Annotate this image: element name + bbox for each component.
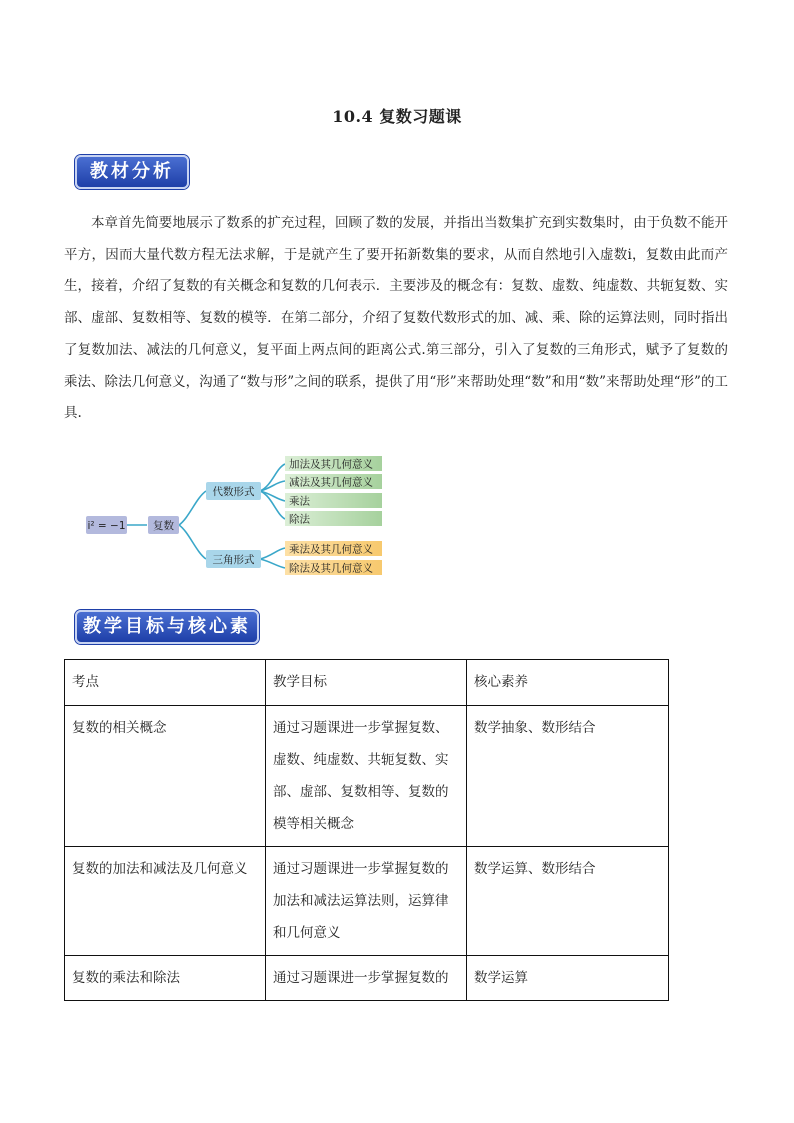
table-cell: 数学运算 xyxy=(467,956,669,1001)
table-cell: 通过习题课进一步掌握复数、虚数、纯虚数、共轭复数、实部、虚部、复数相等、复数的模等相关概念 xyxy=(266,706,467,847)
table-header-row xyxy=(65,660,669,706)
leaf-label-multiplication: 乘法 xyxy=(289,495,310,508)
table-cell: 复数的乘法和除法 xyxy=(65,956,266,1001)
table-cell: 数学抽象、数形结合 xyxy=(467,706,669,847)
mind-map-diagram xyxy=(84,448,394,583)
table-cell: 通过习题课进一步掌握复数的加法和减法运算法则，运算律和几何意义 xyxy=(266,847,467,956)
teaching-goals-table xyxy=(64,659,669,1001)
mind-map-center-node xyxy=(148,516,179,534)
leaf-label-subtraction: 减法及其几何意义 xyxy=(289,476,373,489)
leaf-node-addition xyxy=(285,456,382,471)
leaf-label-addition: 加法及其几何意义 xyxy=(289,458,373,471)
table-row xyxy=(65,706,669,847)
table-header-cell: 教学目标 xyxy=(266,660,467,706)
leaf-node-trig-multiplication xyxy=(285,541,382,556)
leaf-node-division xyxy=(285,511,382,526)
branch-label-algebraic-form: 代数形式 xyxy=(212,486,255,498)
leaf-node-trig-division xyxy=(285,560,382,575)
leaf-label-trig-multiplication: 乘法及其几何意义 xyxy=(289,543,373,556)
center-node-label: 复数 xyxy=(153,520,174,532)
mind-map-root-node xyxy=(86,516,127,534)
section-badge-teaching-goals: 教学目标与核心素养 xyxy=(75,610,259,644)
table-row xyxy=(65,956,669,1001)
section-badge-textbook-analysis: 教材分析 xyxy=(75,155,189,189)
table-row xyxy=(65,847,669,956)
leaf-label-trig-division: 除法及其几何意义 xyxy=(289,562,373,575)
leaf-node-multiplication xyxy=(285,493,382,508)
table-cell: 复数的相关概念 xyxy=(65,706,266,847)
branch-label-trigonometric-form: 三角形式 xyxy=(212,554,255,566)
table-header-cell: 核心素养 xyxy=(467,660,669,706)
page-title: 10.4 复数习题课 xyxy=(332,107,462,126)
table-cell: 复数的加法和减法及几何意义 xyxy=(65,847,266,956)
table-cell: 数学运算、数形结合 xyxy=(467,847,669,956)
branch-node-trigonometric-form xyxy=(206,550,261,568)
leaf-node-subtraction xyxy=(285,474,382,489)
leaf-label-division: 除法 xyxy=(289,513,310,526)
root-node-label: i² = −1 xyxy=(87,520,126,532)
table-cell: 通过习题课进一步掌握复数的 xyxy=(266,956,467,1001)
branch-node-algebraic-form xyxy=(206,482,261,500)
table-header-cell: 考点 xyxy=(65,660,266,706)
intro-paragraph: 本章首先简要地展示了数系的扩充过程，回顾了数的发展，并指出当数集扩充到实数集时，由于负数不能开平方，因而大量代数方程无法求解，于是就产生了要开拓新数集的要求，从而自然地引入虚数i，复数由此而产生，接着，介绍了复数的有关概念和复数的几何表示．主要涉及的概念有：复数、虚数、纯虚数、共轭复数、实部、虚部、复数相等、复数的模等．在第二部分，介绍了复数代数形式的加、减、乘、除的运算法则，同时指出了复数加法、减法的几何意义，复平面上两点间的距离公式.第三部分，引入了复数的三角形式，赋予了复数的乘法、除法几何意义，沟通了“数与形”之间的联系，提供了用“形”来帮助处理“数”和用“数”来帮助处理“形”的工具. xyxy=(64,215,728,422)
